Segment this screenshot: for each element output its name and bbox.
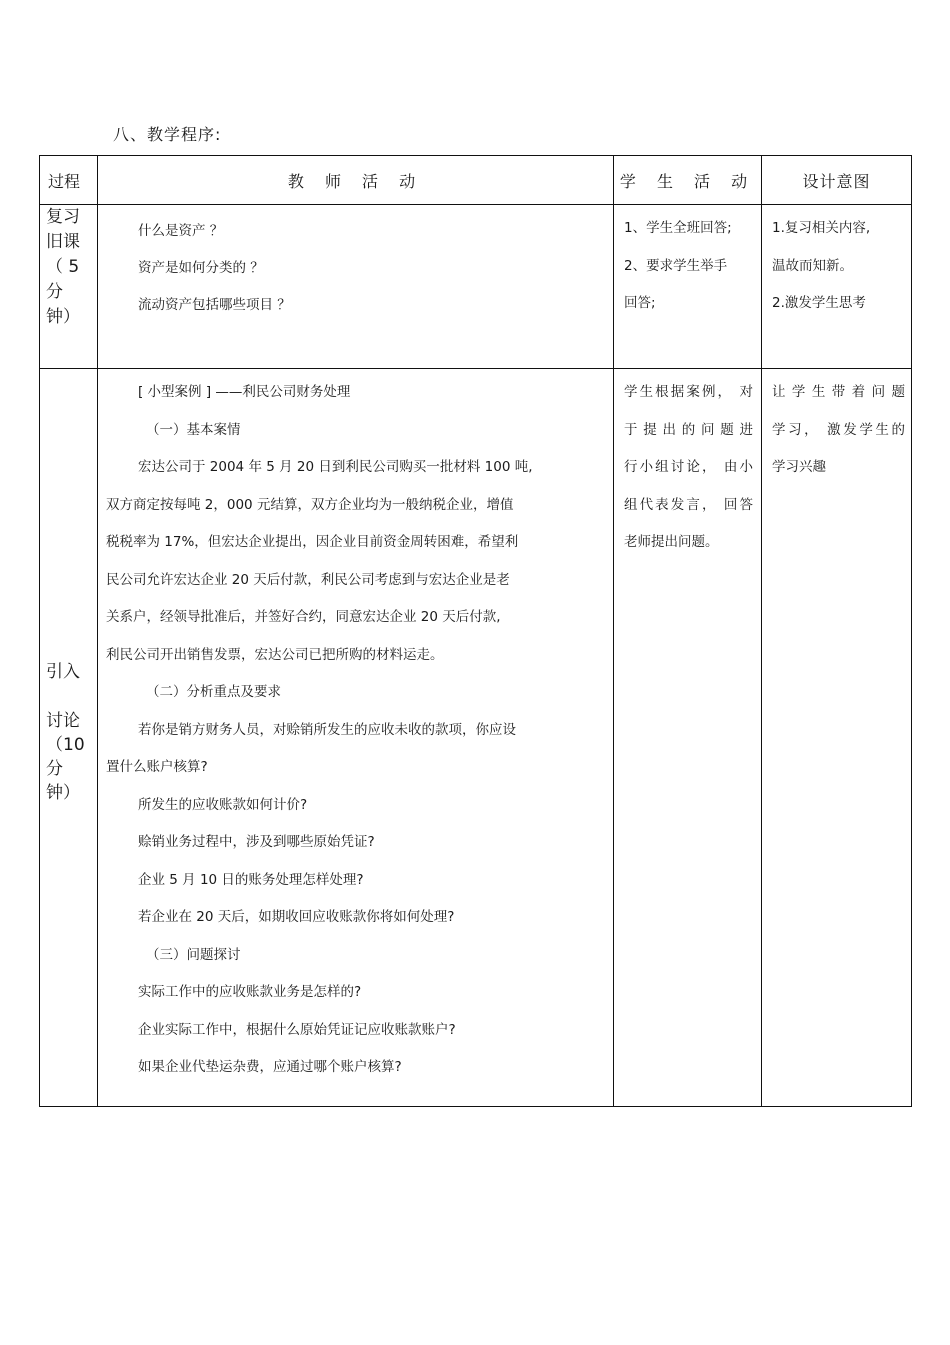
case-text-line: 民公司允许宏达企业 20 天后付款，利民公司考虑到与宏达企业是老 xyxy=(106,571,510,588)
student-line: 回答; xyxy=(624,295,656,311)
process-line: 引入 xyxy=(46,662,80,682)
analysis-question: 所发生的应收账款如何计价? xyxy=(138,796,308,813)
process-line: 分 xyxy=(46,282,63,302)
teaching-procedure-table xyxy=(39,155,912,1107)
student-line: 于提出的问题进 xyxy=(624,421,753,438)
student-line: 老师提出问题。 xyxy=(624,534,719,550)
case-text-line: 宏达公司于 2004 年 5 月 20 日到利民公司购买一批材料 100 吨, xyxy=(138,459,533,475)
case-title: [ 小型案例 ] ——利民公司财务处理 xyxy=(138,384,351,400)
table-row-review xyxy=(40,205,912,369)
discussion-question: 企业实际工作中，根据什么原始凭证记应收账款账户? xyxy=(138,1021,456,1038)
analysis-question: 若企业在 20 天后，如期收回应收账款你将如何处理? xyxy=(138,909,455,925)
process-cell-review xyxy=(40,205,98,369)
discussion-question: 如果企业代垫运杂费，应通过哪个账户核算? xyxy=(138,1059,402,1075)
process-cell-discussion xyxy=(40,369,98,1107)
student-line: 学生根据案例， 对 xyxy=(624,384,753,400)
analysis-heading: （二）分析重点及要求 xyxy=(146,684,281,700)
design-line: 温故而知新。 xyxy=(772,257,853,274)
student-line: 1、学生全班回答; xyxy=(624,220,732,236)
teacher-cell-discussion xyxy=(98,369,614,1107)
design-line: 2.激发学生思考 xyxy=(772,295,866,311)
header-teacher-activity: 教 师 活 动 xyxy=(98,156,614,205)
process-line: 旧课 xyxy=(46,232,80,252)
case-text-line: 利民公司开出销售发票，宏达公司已把所购的材料运走。 xyxy=(106,646,444,663)
process-line: （10 xyxy=(46,735,85,755)
header-process: 过程 xyxy=(40,156,98,205)
analysis-question: 赊销业务过程中，涉及到哪些原始凭证? xyxy=(138,834,375,850)
process-line: 分 xyxy=(46,759,63,779)
process-line: （ 5 xyxy=(46,257,80,277)
design-cell-discussion xyxy=(762,369,912,1107)
student-cell-discussion xyxy=(614,369,762,1107)
teacher-cell-review xyxy=(98,205,614,369)
analysis-question: 置什么账户核算? xyxy=(106,759,208,775)
student-line: 行小组讨论， 由小 xyxy=(624,459,753,475)
design-line: 学习兴趣 xyxy=(772,459,826,475)
process-line: 钟） xyxy=(46,307,80,327)
design-line: 让学生带着问题 xyxy=(772,384,905,400)
design-line: 学习， 激发学生的 xyxy=(772,421,905,438)
design-cell-review xyxy=(762,205,912,369)
student-line: 2、要求学生举手 xyxy=(624,257,728,274)
student-cell-review xyxy=(614,205,762,369)
header-design-intent: 设计意图 xyxy=(762,156,912,205)
design-line: 1.复习相关内容, xyxy=(772,220,871,236)
section-title: 八、教学程序: xyxy=(113,125,222,144)
analysis-question: 企业 5 月 10 日的账务处理怎样处理? xyxy=(138,871,364,888)
analysis-question: 若你是销方财务人员，对赊销所发生的应收未收的款项，你应设 xyxy=(138,721,516,738)
process-line: 讨论 xyxy=(46,711,80,731)
case-text-line: 税税率为 17%，但宏达企业提出，因企业目前资金周转困难，希望利 xyxy=(106,534,519,550)
review-question: 资产是如何分类的 ？ xyxy=(138,260,264,276)
process-line: 钟） xyxy=(46,783,80,803)
discussion-heading: （三）问题探讨 xyxy=(146,946,241,963)
header-student-activity: 学 生 活 动 xyxy=(614,156,762,205)
review-question: 什么是资产 ？ xyxy=(138,223,224,239)
review-question: 流动资产包括哪些项目 ？ xyxy=(138,297,291,313)
discussion-question: 实际工作中的应收账款业务是怎样的? xyxy=(138,984,362,1000)
basic-case-heading: （一）基本案情 xyxy=(146,421,241,438)
table-header-row xyxy=(40,156,912,205)
table-row-discussion xyxy=(40,369,912,1107)
process-line: 复习 xyxy=(46,207,80,227)
case-text-line: 关系户，经领导批准后，并签好合约，同意宏达企业 20 天后付款, xyxy=(106,609,501,625)
student-line: 组代表发言， 回答 xyxy=(624,496,753,513)
case-text-line: 双方商定按每吨 2，000 元结算，双方企业均为一般纳税企业，增值 xyxy=(106,496,514,513)
